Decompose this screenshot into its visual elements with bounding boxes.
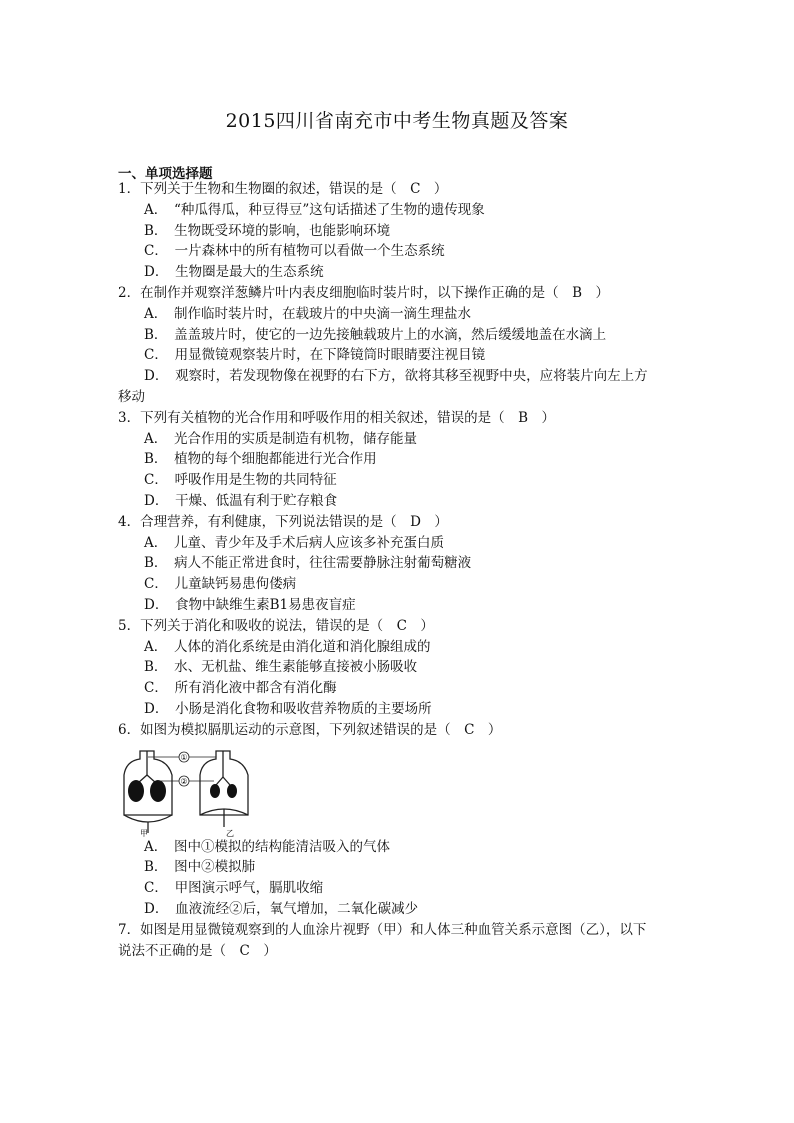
option: B． 盖盖玻片时，使它的一边先接触载玻片上的水滴，然后缓缓地盖在水滴上 [144, 326, 607, 343]
option: A． 图中①模拟的结构能清洁吸入的气体 [144, 838, 390, 855]
option: D． 观察时，若发现物像在视野的右下方，欲将其移至视野中央，应将装片向左上方 [144, 368, 648, 385]
option: D． 血液流经②后，氧气增加，二氧化碳减少 [144, 900, 419, 917]
option: B． 水、无机盐、维生素能够直接被小肠吸收 [144, 659, 418, 676]
option: B． 植物的每个细胞都能进行光合作用 [144, 451, 377, 468]
option: D． 生物圈是最大的生态系统 [144, 264, 324, 281]
option: C． 一片森林中的所有植物可以看做一个生态系统 [144, 243, 445, 260]
question-stem: 5．下列关于消化和吸收的说法，错误的是（ C ） [118, 617, 434, 634]
option: A． “种瓜得瓜，种豆得豆”这句话描述了生物的遗传现象 [144, 201, 485, 218]
option: C． 甲图演示呼气，膈肌收缩 [144, 880, 324, 897]
option: A． 光合作用的实质是制造有机物，储存能量 [144, 430, 417, 447]
bell-jar-right [200, 751, 248, 827]
question-stem: 2．在制作并观察洋葱鳞片叶内表皮细胞临时装片时，以下操作正确的是（ B ） [118, 284, 610, 301]
option-continuation: 移动 [118, 388, 145, 405]
figure-label-2: ② [180, 776, 188, 786]
option: A． 人体的消化系统是由消化道和消化腺组成的 [144, 638, 431, 655]
figure-label-1: ① [180, 752, 188, 762]
lung-left-a [128, 780, 144, 802]
lung-right-b [227, 784, 237, 798]
lung-left-b [150, 780, 166, 802]
section-heading: 一、单项选择题 [118, 166, 213, 182]
question-stem: 1．下列关于生物和生物圈的叙述，错误的是（ C ） [118, 181, 448, 197]
option: D． 食物中缺维生素B1易患夜盲症 [144, 596, 356, 613]
diaphragm-model-figure [120, 745, 270, 837]
option: B． 图中②模拟肺 [144, 859, 256, 876]
question-list [118, 179, 678, 961]
option: B． 生物既受环境的影响，也能影响环境 [144, 222, 391, 239]
option: C． 所有消化液中都含有消化酶 [144, 680, 337, 697]
option: A． 儿童、青少年及手术后病人应该多补充蛋白质 [144, 534, 444, 551]
page-title: 2015四川省南充市中考生物真题及答案 [225, 110, 569, 132]
option: D． 干燥、低温有利于贮存粮食 [144, 492, 338, 509]
figure-label-left: 甲 [140, 828, 148, 837]
lung-right-a [210, 784, 220, 798]
question-stem: 6．如图为模拟膈肌运动的示意图，下列叙述错误的是（ C ） [118, 721, 502, 738]
question-stem: 7．如图是用显微镜观察到的人血涂片视野（甲）和人体三种血管关系示意图（乙），以下 [118, 921, 647, 938]
option: C． 呼吸作用是生物的共同特征 [144, 472, 337, 489]
figure-label-right: 乙 [226, 828, 234, 837]
question-stem: 4．合理营养，有利健康，下列说法错误的是（ D ） [118, 513, 448, 530]
option: B． 病人不能正常进食时，往往需要静脉注射葡萄糖液 [144, 555, 472, 572]
question-continuation: 说法不正确的是（ C ） [118, 942, 277, 959]
option: D． 小肠是消化食物和吸收营养物质的主要场所 [144, 700, 432, 717]
option: A． 制作临时装片时，在载玻片的中央滴一滴生理盐水 [144, 305, 471, 322]
question-stem: 3．下列有关植物的光合作用和呼吸作用的相关叙述，错误的是（ B ） [118, 409, 556, 426]
option: C． 用显微镜观察装片时，在下降镜筒时眼睛要注视目镜 [144, 347, 486, 364]
option: C． 儿童缺钙易患佝偻病 [144, 576, 297, 593]
